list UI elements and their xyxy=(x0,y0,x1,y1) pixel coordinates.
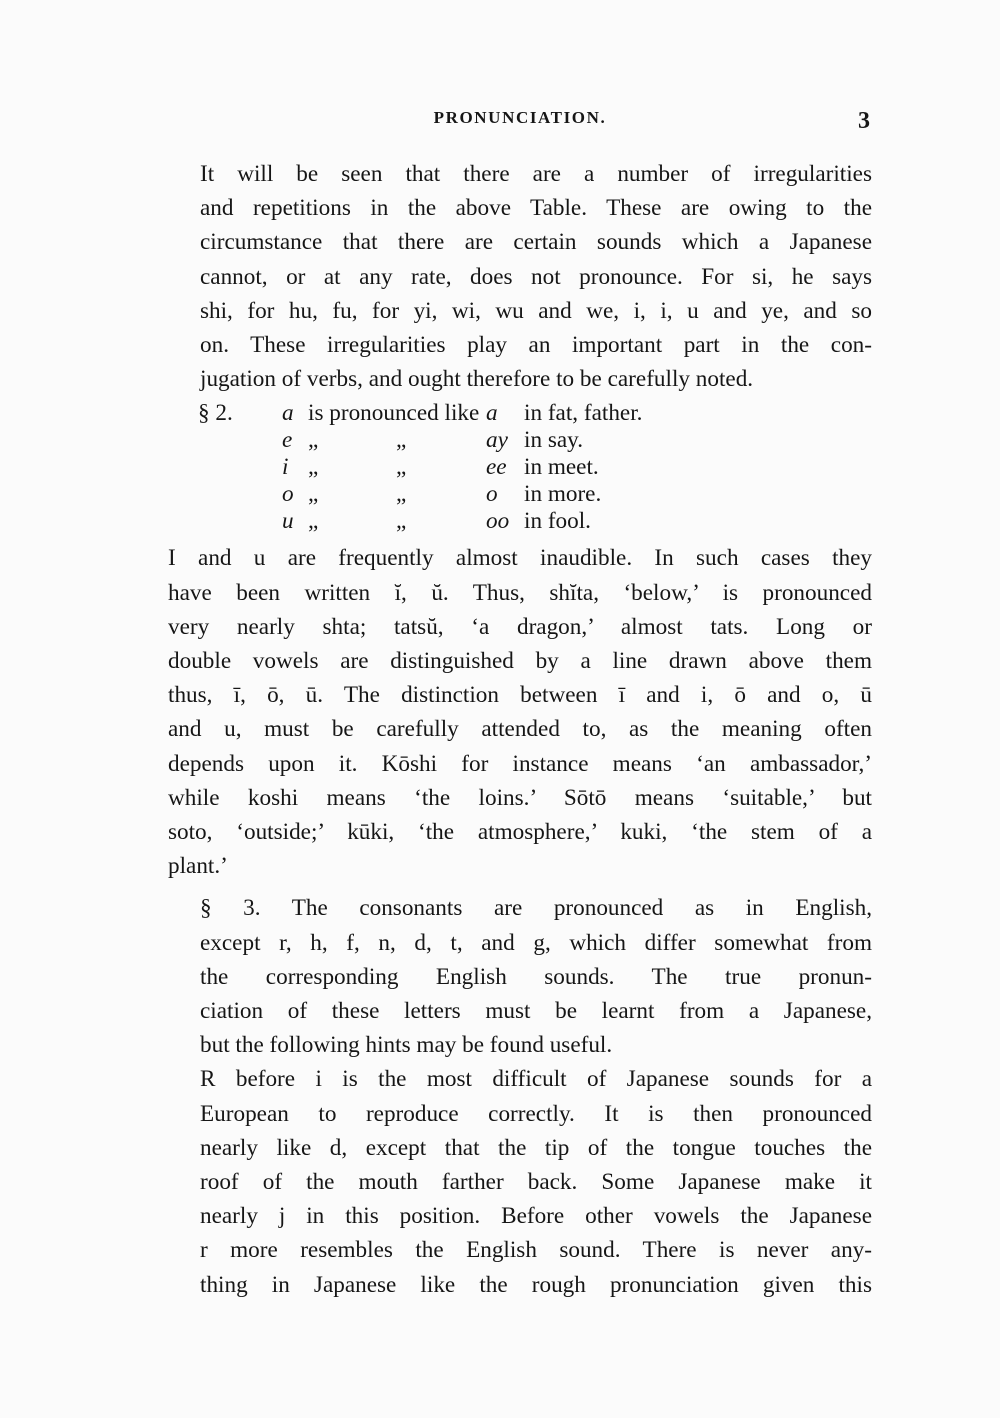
text-line: circumstance that there are certain sounds which a Japanese xyxy=(200,229,872,256)
ditto-mark: „ xyxy=(396,481,407,508)
vowel-row xyxy=(198,481,872,508)
sound-letter: o xyxy=(486,481,498,508)
text-line: but the following hints may be found useful. xyxy=(200,1032,613,1059)
vowel-letter: a xyxy=(282,400,294,427)
vowel-row xyxy=(198,427,872,454)
ditto-mark: „ xyxy=(396,454,407,481)
ditto-mark: „ xyxy=(308,481,319,508)
sound-letter: oo xyxy=(486,508,510,535)
text-line: and u, must be carefully attended to, as the meaning often xyxy=(168,716,872,743)
ditto-mark: „ xyxy=(396,508,407,535)
text-line: double vowels are distinguished by a line drawn above them xyxy=(168,648,872,675)
text-line: very nearly shta; tatsŭ, ‘a dragon,’ almost tats. Long or xyxy=(168,613,872,640)
page-header xyxy=(168,108,872,138)
text-line: R before i is the most difficult of Japanese sounds for a xyxy=(200,1066,872,1093)
text-line: and repetitions in the above Table. These are owing to the xyxy=(200,195,872,222)
section-number: § 2. xyxy=(198,400,233,427)
vowel-letter: i xyxy=(282,454,289,481)
sound-letter: ay xyxy=(486,427,508,454)
text-line: § 3. The consonants are pronounced as in English, xyxy=(200,895,872,922)
text-line: roof of the mouth farther back. Some Japanese make it xyxy=(200,1169,872,1196)
text-line: have been written ĭ, ŭ. Thus, shĭta, ‘below,’ is pronounced xyxy=(168,579,872,606)
text-line: It will be seen that there are a number of irregularities xyxy=(200,161,872,187)
text-line: while koshi means ‘the loins.’ Sōtō means ‘suitable,’ but xyxy=(168,784,872,811)
text-line: ciation of these letters must be learnt from a Japanese, xyxy=(200,998,872,1025)
sound-letter: a xyxy=(486,400,498,427)
vowel-table xyxy=(198,400,872,535)
text-line: thing in Japanese like the rough pronunciation given this xyxy=(200,1271,872,1298)
running-head: PRONUNCIATION. xyxy=(433,108,607,127)
text-line: plant.’ xyxy=(168,853,228,880)
text-line: except r, h, f, n, d, t, and g, which differ somewhat from xyxy=(200,929,872,956)
paragraph-vowels xyxy=(168,541,872,883)
sound-example: in say. xyxy=(524,427,584,454)
vowel-letter: o xyxy=(282,481,294,508)
text-line: nearly j in this position. Before other vowels the Japanese xyxy=(200,1203,872,1230)
text-line: depends upon it. Kōshi for instance means ‘an ambassador,’ xyxy=(168,750,872,777)
vowel-row xyxy=(198,400,872,427)
text-line: on. These irregularities play an important part in the con- xyxy=(200,332,872,359)
sound-example: in more. xyxy=(524,481,602,508)
sound-example: in meet. xyxy=(524,454,599,481)
sound-example: in fat, father. xyxy=(524,400,643,427)
vowel-letter: u xyxy=(282,508,294,535)
text-line: thus, ī, ō, ū. The distinction between ī and i, ō and o, ū xyxy=(168,682,872,709)
ditto-mark: „ xyxy=(396,427,407,454)
sound-example: in fool. xyxy=(524,508,591,535)
text-line: soto, ‘outside;’ kūki, ‘the atmosphere,’ kuki, ‘the stem of a xyxy=(168,819,872,846)
pronounced-like: is pronounced like xyxy=(308,400,480,427)
paragraph-r-sound xyxy=(168,1062,872,1301)
vowel-letter: e xyxy=(282,427,293,454)
ditto-mark: „ xyxy=(308,427,319,454)
paragraph-consonants xyxy=(168,891,872,1062)
text-line: European to reproduce correctly. It is then pronounced xyxy=(200,1100,872,1127)
body-text xyxy=(168,157,872,1302)
text-line: shi, for hu, fu, for yi, wi, wu and we, i, i, u and ye, and so xyxy=(200,297,872,324)
vowel-row xyxy=(198,454,872,481)
ditto-mark: „ xyxy=(308,454,319,481)
text-line: I and u are frequently almost inaudible. In such cases they xyxy=(168,545,872,572)
sound-letter: ee xyxy=(486,454,507,481)
ditto-mark: „ xyxy=(308,508,319,535)
text-line: nearly like d, except that the tip of the tongue touches the xyxy=(200,1134,872,1161)
page-number: 3 xyxy=(858,108,870,134)
text-line: r more resembles the English sound. There is never any- xyxy=(200,1237,872,1264)
paragraph-irregularities xyxy=(168,157,872,396)
text-line: the corresponding English sounds. The true pronun- xyxy=(200,963,872,990)
text-line: cannot, or at any rate, does not pronounce. For si, he says xyxy=(200,263,872,290)
text-line: jugation of verbs, and ought therefore to be carefully noted. xyxy=(200,366,754,393)
vowel-row xyxy=(198,508,872,535)
